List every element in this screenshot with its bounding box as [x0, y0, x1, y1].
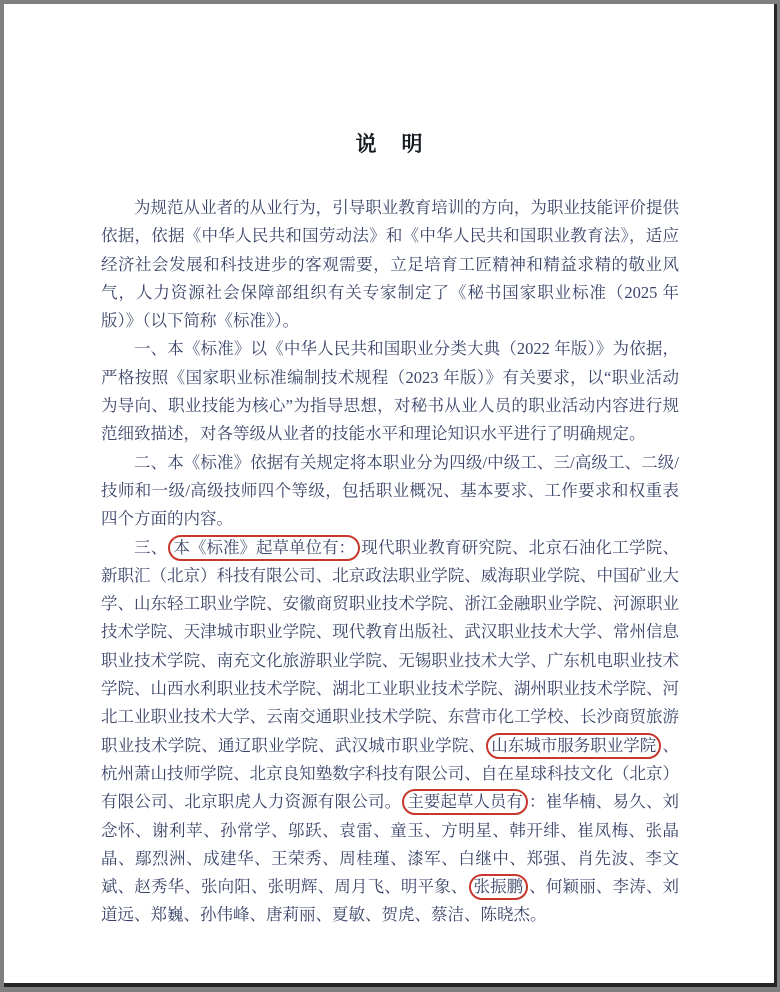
paragraph-clause-1 [101, 335, 679, 448]
red-oval-annotation: 张振鹏 [469, 874, 529, 900]
red-oval-annotation: 本《标准》起草单位有： [168, 535, 360, 561]
red-oval-annotation: 主要起草人员有 [402, 789, 528, 815]
text-run: 为规范从业者的从业行为，引导职业教育培训的方向，为职业技能评价提供依据，依据《中华人民共和国劳动法》和《中华人民共和国职业教育法》，适应经济社会发展和科技进步的客观需要，立足培育工匠精神和精益求精的敬业风气，人力资源社会保障部组织有关专家制定了《秘书国家职业标准（2025 年版）》（以下简称《标准》）。 [101, 198, 679, 331]
document-title: 说 明 [355, 132, 425, 156]
text-run: 、杭州萧山技师学院、北京良知塾数字科技有限公司、自在星球科技文化（北京）有限公司、北京职虎人力资源有限公司。 [101, 735, 680, 812]
paragraph-clause-3 [101, 534, 679, 930]
document-content [101, 4, 679, 930]
text-run: 三、 [134, 537, 168, 557]
text-run: 、何颖丽、李涛、刘道远、郑巍、孙伟峰、唐莉丽、夏敏、贺虎、蔡洁、陈晓杰。 [101, 877, 680, 925]
red-oval-annotation: 山东城市服务职业学院 [486, 733, 661, 759]
document-page [4, 4, 777, 987]
text-run: ：崔华楠、易久、刘念怀、谢利苹、孙常学、邬跃、袁雷、童玉、方明星、韩开绯、崔凤梅、张晶晶、鄢烈洲、成建华、王荣秀、周桂瑾、漆军、白继中、郑强、肖先波、李文斌、赵秀华、张向阳、张明辉、周月飞、明平象、 [101, 792, 680, 897]
document-body [101, 194, 679, 930]
text-run: 一、本《标准》以《中华人民共和国职业分类大典（2022 年版）》为依据，严格按照《国家职业标准编制技术规程（2023 年版）》有关要求，以“职业活动为导向、职业技能为核心”为指导思想，对秘书从业人员的职业活动内容进行规范细致描述，对各等级从业者的技能水平和理论知识水平进行了明确规定。 [101, 339, 679, 444]
text-run: 现代职业教育研究院、北京石油化工学院、新职汇（北京）科技有限公司、北京政法职业学院、威海职业学院、中国矿业大学、山东轻工职业学院、安徽商贸职业技术学院、浙江金融职业学院、河源职业技术学院、天津城市职业学院、现代教育出版社、武汉职业技术大学、常州信息职业技术学院、南充文化旅游职业学院、无锡职业技术大学、广东机电职业技术学院、山西水利职业技术学院、湖北工业职业技术学院、湖州职业技术学院、河北工业职业技术大学、云南交通职业技术学院、东营市化工学校、长沙商贸旅游职业技术学院、通辽职业学院、武汉城市职业学院、 [101, 537, 680, 755]
paragraph-clause-2 [101, 449, 679, 534]
text-run: 二、本《标准》依据有关规定将本职业分为四级/中级工、三/高级工、二级/技师和一级/高级技师四个等级，包括职业概况、基本要求、工作要求和权重表四个方面的内容。 [101, 452, 679, 529]
paragraph-intro [101, 194, 679, 335]
